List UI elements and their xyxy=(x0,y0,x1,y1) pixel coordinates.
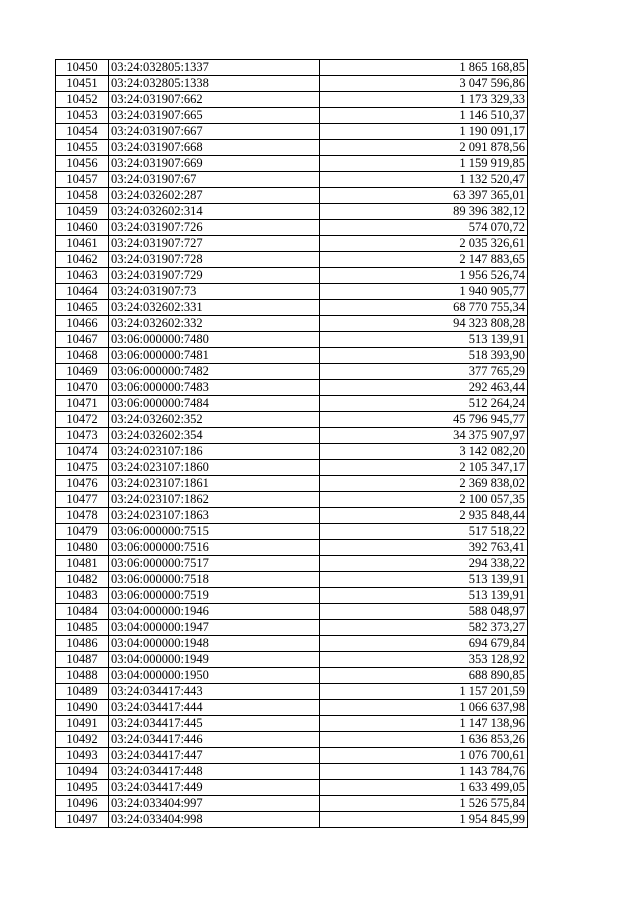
row-number-cell: 10465 xyxy=(56,300,109,316)
table-body xyxy=(56,60,528,828)
row-number-cell: 10480 xyxy=(56,540,109,556)
cadastral-number-cell: 03:04:000000:1950 xyxy=(109,668,320,684)
amount-cell: 1 940 905,77 xyxy=(320,284,528,300)
table-row xyxy=(56,604,528,620)
row-number-cell: 10476 xyxy=(56,476,109,492)
amount-cell: 45 796 945,77 xyxy=(320,412,528,428)
cadastral-number-cell: 03:06:000000:7519 xyxy=(109,588,320,604)
row-number-cell: 10492 xyxy=(56,732,109,748)
row-number-cell: 10482 xyxy=(56,572,109,588)
cadastral-number-cell: 03:24:032805:1338 xyxy=(109,76,320,92)
table-row xyxy=(56,332,528,348)
row-number-cell: 10474 xyxy=(56,444,109,460)
amount-cell: 1 526 575,84 xyxy=(320,796,528,812)
table-row xyxy=(56,268,528,284)
row-number-cell: 10485 xyxy=(56,620,109,636)
row-number-cell: 10455 xyxy=(56,140,109,156)
amount-cell: 2 100 057,35 xyxy=(320,492,528,508)
amount-cell: 2 105 347,17 xyxy=(320,460,528,476)
cadastral-number-cell: 03:06:000000:7481 xyxy=(109,348,320,364)
table-row xyxy=(56,796,528,812)
amount-cell: 1 159 919,85 xyxy=(320,156,528,172)
amount-cell: 1 865 168,85 xyxy=(320,60,528,76)
row-number-cell: 10479 xyxy=(56,524,109,540)
table-row xyxy=(56,140,528,156)
amount-cell: 294 338,22 xyxy=(320,556,528,572)
table-row xyxy=(56,460,528,476)
row-number-cell: 10453 xyxy=(56,108,109,124)
row-number-cell: 10451 xyxy=(56,76,109,92)
cadastral-number-cell: 03:24:031907:728 xyxy=(109,252,320,268)
row-number-cell: 10475 xyxy=(56,460,109,476)
table-row xyxy=(56,716,528,732)
row-number-cell: 10458 xyxy=(56,188,109,204)
amount-cell: 1 146 510,37 xyxy=(320,108,528,124)
table-row xyxy=(56,76,528,92)
amount-cell: 2 035 326,61 xyxy=(320,236,528,252)
cadastral-number-cell: 03:24:032602:314 xyxy=(109,204,320,220)
cadastral-number-cell: 03:06:000000:7482 xyxy=(109,364,320,380)
cadastral-number-cell: 03:24:032602:331 xyxy=(109,300,320,316)
amount-cell: 1 076 700,61 xyxy=(320,748,528,764)
amount-cell: 513 139,91 xyxy=(320,332,528,348)
row-number-cell: 10469 xyxy=(56,364,109,380)
cadastral-number-cell: 03:04:000000:1948 xyxy=(109,636,320,652)
table-row xyxy=(56,652,528,668)
table-row xyxy=(56,236,528,252)
table-row xyxy=(56,108,528,124)
amount-cell: 3 142 082,20 xyxy=(320,444,528,460)
row-number-cell: 10483 xyxy=(56,588,109,604)
cadastral-number-cell: 03:24:023107:1861 xyxy=(109,476,320,492)
table-row xyxy=(56,284,528,300)
table-row xyxy=(56,444,528,460)
table-row xyxy=(56,188,528,204)
table-row xyxy=(56,700,528,716)
cadastral-number-cell: 03:04:000000:1947 xyxy=(109,620,320,636)
cadastral-number-cell: 03:06:000000:7515 xyxy=(109,524,320,540)
row-number-cell: 10471 xyxy=(56,396,109,412)
row-number-cell: 10495 xyxy=(56,780,109,796)
table-row xyxy=(56,380,528,396)
row-number-cell: 10459 xyxy=(56,204,109,220)
amount-cell: 1 633 499,05 xyxy=(320,780,528,796)
amount-cell: 694 679,84 xyxy=(320,636,528,652)
amount-cell: 377 765,29 xyxy=(320,364,528,380)
row-number-cell: 10494 xyxy=(56,764,109,780)
amount-cell: 512 264,24 xyxy=(320,396,528,412)
cadastral-number-cell: 03:24:033404:997 xyxy=(109,796,320,812)
amount-cell: 3 047 596,86 xyxy=(320,76,528,92)
amount-cell: 1 066 637,98 xyxy=(320,700,528,716)
row-number-cell: 10491 xyxy=(56,716,109,732)
row-number-cell: 10461 xyxy=(56,236,109,252)
row-number-cell: 10484 xyxy=(56,604,109,620)
row-number-cell: 10489 xyxy=(56,684,109,700)
amount-cell: 574 070,72 xyxy=(320,220,528,236)
table-row xyxy=(56,524,528,540)
cadastral-number-cell: 03:24:031907:665 xyxy=(109,108,320,124)
row-number-cell: 10452 xyxy=(56,92,109,108)
cadastral-number-cell: 03:06:000000:7518 xyxy=(109,572,320,588)
row-number-cell: 10450 xyxy=(56,60,109,76)
amount-cell: 1 147 138,96 xyxy=(320,716,528,732)
cadastral-number-cell: 03:06:000000:7517 xyxy=(109,556,320,572)
cadastral-number-cell: 03:24:032602:354 xyxy=(109,428,320,444)
cadastral-number-cell: 03:24:031907:73 xyxy=(109,284,320,300)
amount-cell: 2 147 883,65 xyxy=(320,252,528,268)
table-row xyxy=(56,764,528,780)
row-number-cell: 10460 xyxy=(56,220,109,236)
cadastral-number-cell: 03:24:031907:669 xyxy=(109,156,320,172)
amount-cell: 1 190 091,17 xyxy=(320,124,528,140)
amount-cell: 34 375 907,97 xyxy=(320,428,528,444)
cadastral-number-cell: 03:24:032602:332 xyxy=(109,316,320,332)
table-row xyxy=(56,396,528,412)
amount-cell: 1 132 520,47 xyxy=(320,172,528,188)
cadastral-number-cell: 03:06:000000:7480 xyxy=(109,332,320,348)
cadastral-number-cell: 03:06:000000:7484 xyxy=(109,396,320,412)
row-number-cell: 10493 xyxy=(56,748,109,764)
table-row xyxy=(56,732,528,748)
cadastral-number-cell: 03:24:034417:444 xyxy=(109,700,320,716)
cadastral-number-cell: 03:24:034417:446 xyxy=(109,732,320,748)
table-row xyxy=(56,156,528,172)
amount-cell: 392 763,41 xyxy=(320,540,528,556)
table-row xyxy=(56,540,528,556)
table-row xyxy=(56,428,528,444)
amount-cell: 89 396 382,12 xyxy=(320,204,528,220)
amount-cell: 1 956 526,74 xyxy=(320,268,528,284)
amount-cell: 1 636 853,26 xyxy=(320,732,528,748)
row-number-cell: 10456 xyxy=(56,156,109,172)
amount-cell: 292 463,44 xyxy=(320,380,528,396)
cadastral-number-cell: 03:24:031907:662 xyxy=(109,92,320,108)
amount-cell: 2 935 848,44 xyxy=(320,508,528,524)
cadastral-number-cell: 03:06:000000:7483 xyxy=(109,380,320,396)
cadastral-number-cell: 03:24:031907:726 xyxy=(109,220,320,236)
cadastral-number-cell: 03:24:023107:1862 xyxy=(109,492,320,508)
table-row xyxy=(56,172,528,188)
table-row xyxy=(56,364,528,380)
cadastral-number-cell: 03:24:023107:186 xyxy=(109,444,320,460)
amount-cell: 518 393,90 xyxy=(320,348,528,364)
cadastral-number-cell: 03:24:032602:287 xyxy=(109,188,320,204)
row-number-cell: 10457 xyxy=(56,172,109,188)
table-row xyxy=(56,492,528,508)
amount-cell: 1 143 784,76 xyxy=(320,764,528,780)
amount-cell: 353 128,92 xyxy=(320,652,528,668)
row-number-cell: 10454 xyxy=(56,124,109,140)
cadastral-number-cell: 03:04:000000:1946 xyxy=(109,604,320,620)
amount-cell: 517 518,22 xyxy=(320,524,528,540)
table-row xyxy=(56,620,528,636)
cadastral-number-cell: 03:24:023107:1863 xyxy=(109,508,320,524)
row-number-cell: 10462 xyxy=(56,252,109,268)
row-number-cell: 10470 xyxy=(56,380,109,396)
table-row xyxy=(56,300,528,316)
cadastral-number-cell: 03:24:031907:67 xyxy=(109,172,320,188)
row-number-cell: 10473 xyxy=(56,428,109,444)
table-row xyxy=(56,220,528,236)
amount-cell: 63 397 365,01 xyxy=(320,188,528,204)
table-row xyxy=(56,572,528,588)
cadastral-value-table xyxy=(55,59,528,828)
table-row xyxy=(56,316,528,332)
cadastral-number-cell: 03:24:033404:998 xyxy=(109,812,320,828)
amount-cell: 1 157 201,59 xyxy=(320,684,528,700)
amount-cell: 1 954 845,99 xyxy=(320,812,528,828)
table-row xyxy=(56,412,528,428)
table-row xyxy=(56,124,528,140)
cadastral-number-cell: 03:24:034417:447 xyxy=(109,748,320,764)
cadastral-number-cell: 03:24:023107:1860 xyxy=(109,460,320,476)
cadastral-number-cell: 03:24:031907:729 xyxy=(109,268,320,284)
row-number-cell: 10466 xyxy=(56,316,109,332)
amount-cell: 94 323 808,28 xyxy=(320,316,528,332)
cadastral-number-cell: 03:24:034417:445 xyxy=(109,716,320,732)
table-row xyxy=(56,348,528,364)
table-row xyxy=(56,748,528,764)
cadastral-number-cell: 03:04:000000:1949 xyxy=(109,652,320,668)
cadastral-number-cell: 03:06:000000:7516 xyxy=(109,540,320,556)
row-number-cell: 10472 xyxy=(56,412,109,428)
table-row xyxy=(56,780,528,796)
cadastral-number-cell: 03:24:031907:668 xyxy=(109,140,320,156)
amount-cell: 1 173 329,33 xyxy=(320,92,528,108)
cadastral-number-cell: 03:24:034417:449 xyxy=(109,780,320,796)
table-row xyxy=(56,60,528,76)
cadastral-number-cell: 03:24:034417:448 xyxy=(109,764,320,780)
table-row xyxy=(56,588,528,604)
table-row xyxy=(56,668,528,684)
table-row xyxy=(56,556,528,572)
amount-cell: 688 890,85 xyxy=(320,668,528,684)
row-number-cell: 10496 xyxy=(56,796,109,812)
table-row xyxy=(56,252,528,268)
table-row xyxy=(56,636,528,652)
row-number-cell: 10464 xyxy=(56,284,109,300)
row-number-cell: 10478 xyxy=(56,508,109,524)
amount-cell: 588 048,97 xyxy=(320,604,528,620)
amount-cell: 513 139,91 xyxy=(320,572,528,588)
amount-cell: 2 369 838,02 xyxy=(320,476,528,492)
row-number-cell: 10487 xyxy=(56,652,109,668)
cadastral-number-cell: 03:24:032602:352 xyxy=(109,412,320,428)
amount-cell: 68 770 755,34 xyxy=(320,300,528,316)
row-number-cell: 10486 xyxy=(56,636,109,652)
row-number-cell: 10497 xyxy=(56,812,109,828)
row-number-cell: 10481 xyxy=(56,556,109,572)
row-number-cell: 10463 xyxy=(56,268,109,284)
row-number-cell: 10477 xyxy=(56,492,109,508)
cadastral-number-cell: 03:24:031907:667 xyxy=(109,124,320,140)
amount-cell: 2 091 878,56 xyxy=(320,140,528,156)
table-row xyxy=(56,684,528,700)
cadastral-number-cell: 03:24:031907:727 xyxy=(109,236,320,252)
table-row xyxy=(56,812,528,828)
row-number-cell: 10488 xyxy=(56,668,109,684)
row-number-cell: 10468 xyxy=(56,348,109,364)
row-number-cell: 10467 xyxy=(56,332,109,348)
table-row xyxy=(56,508,528,524)
row-number-cell: 10490 xyxy=(56,700,109,716)
amount-cell: 513 139,91 xyxy=(320,588,528,604)
table-row xyxy=(56,204,528,220)
cadastral-number-cell: 03:24:034417:443 xyxy=(109,684,320,700)
amount-cell: 582 373,27 xyxy=(320,620,528,636)
table-row xyxy=(56,476,528,492)
table-row xyxy=(56,92,528,108)
cadastral-number-cell: 03:24:032805:1337 xyxy=(109,60,320,76)
